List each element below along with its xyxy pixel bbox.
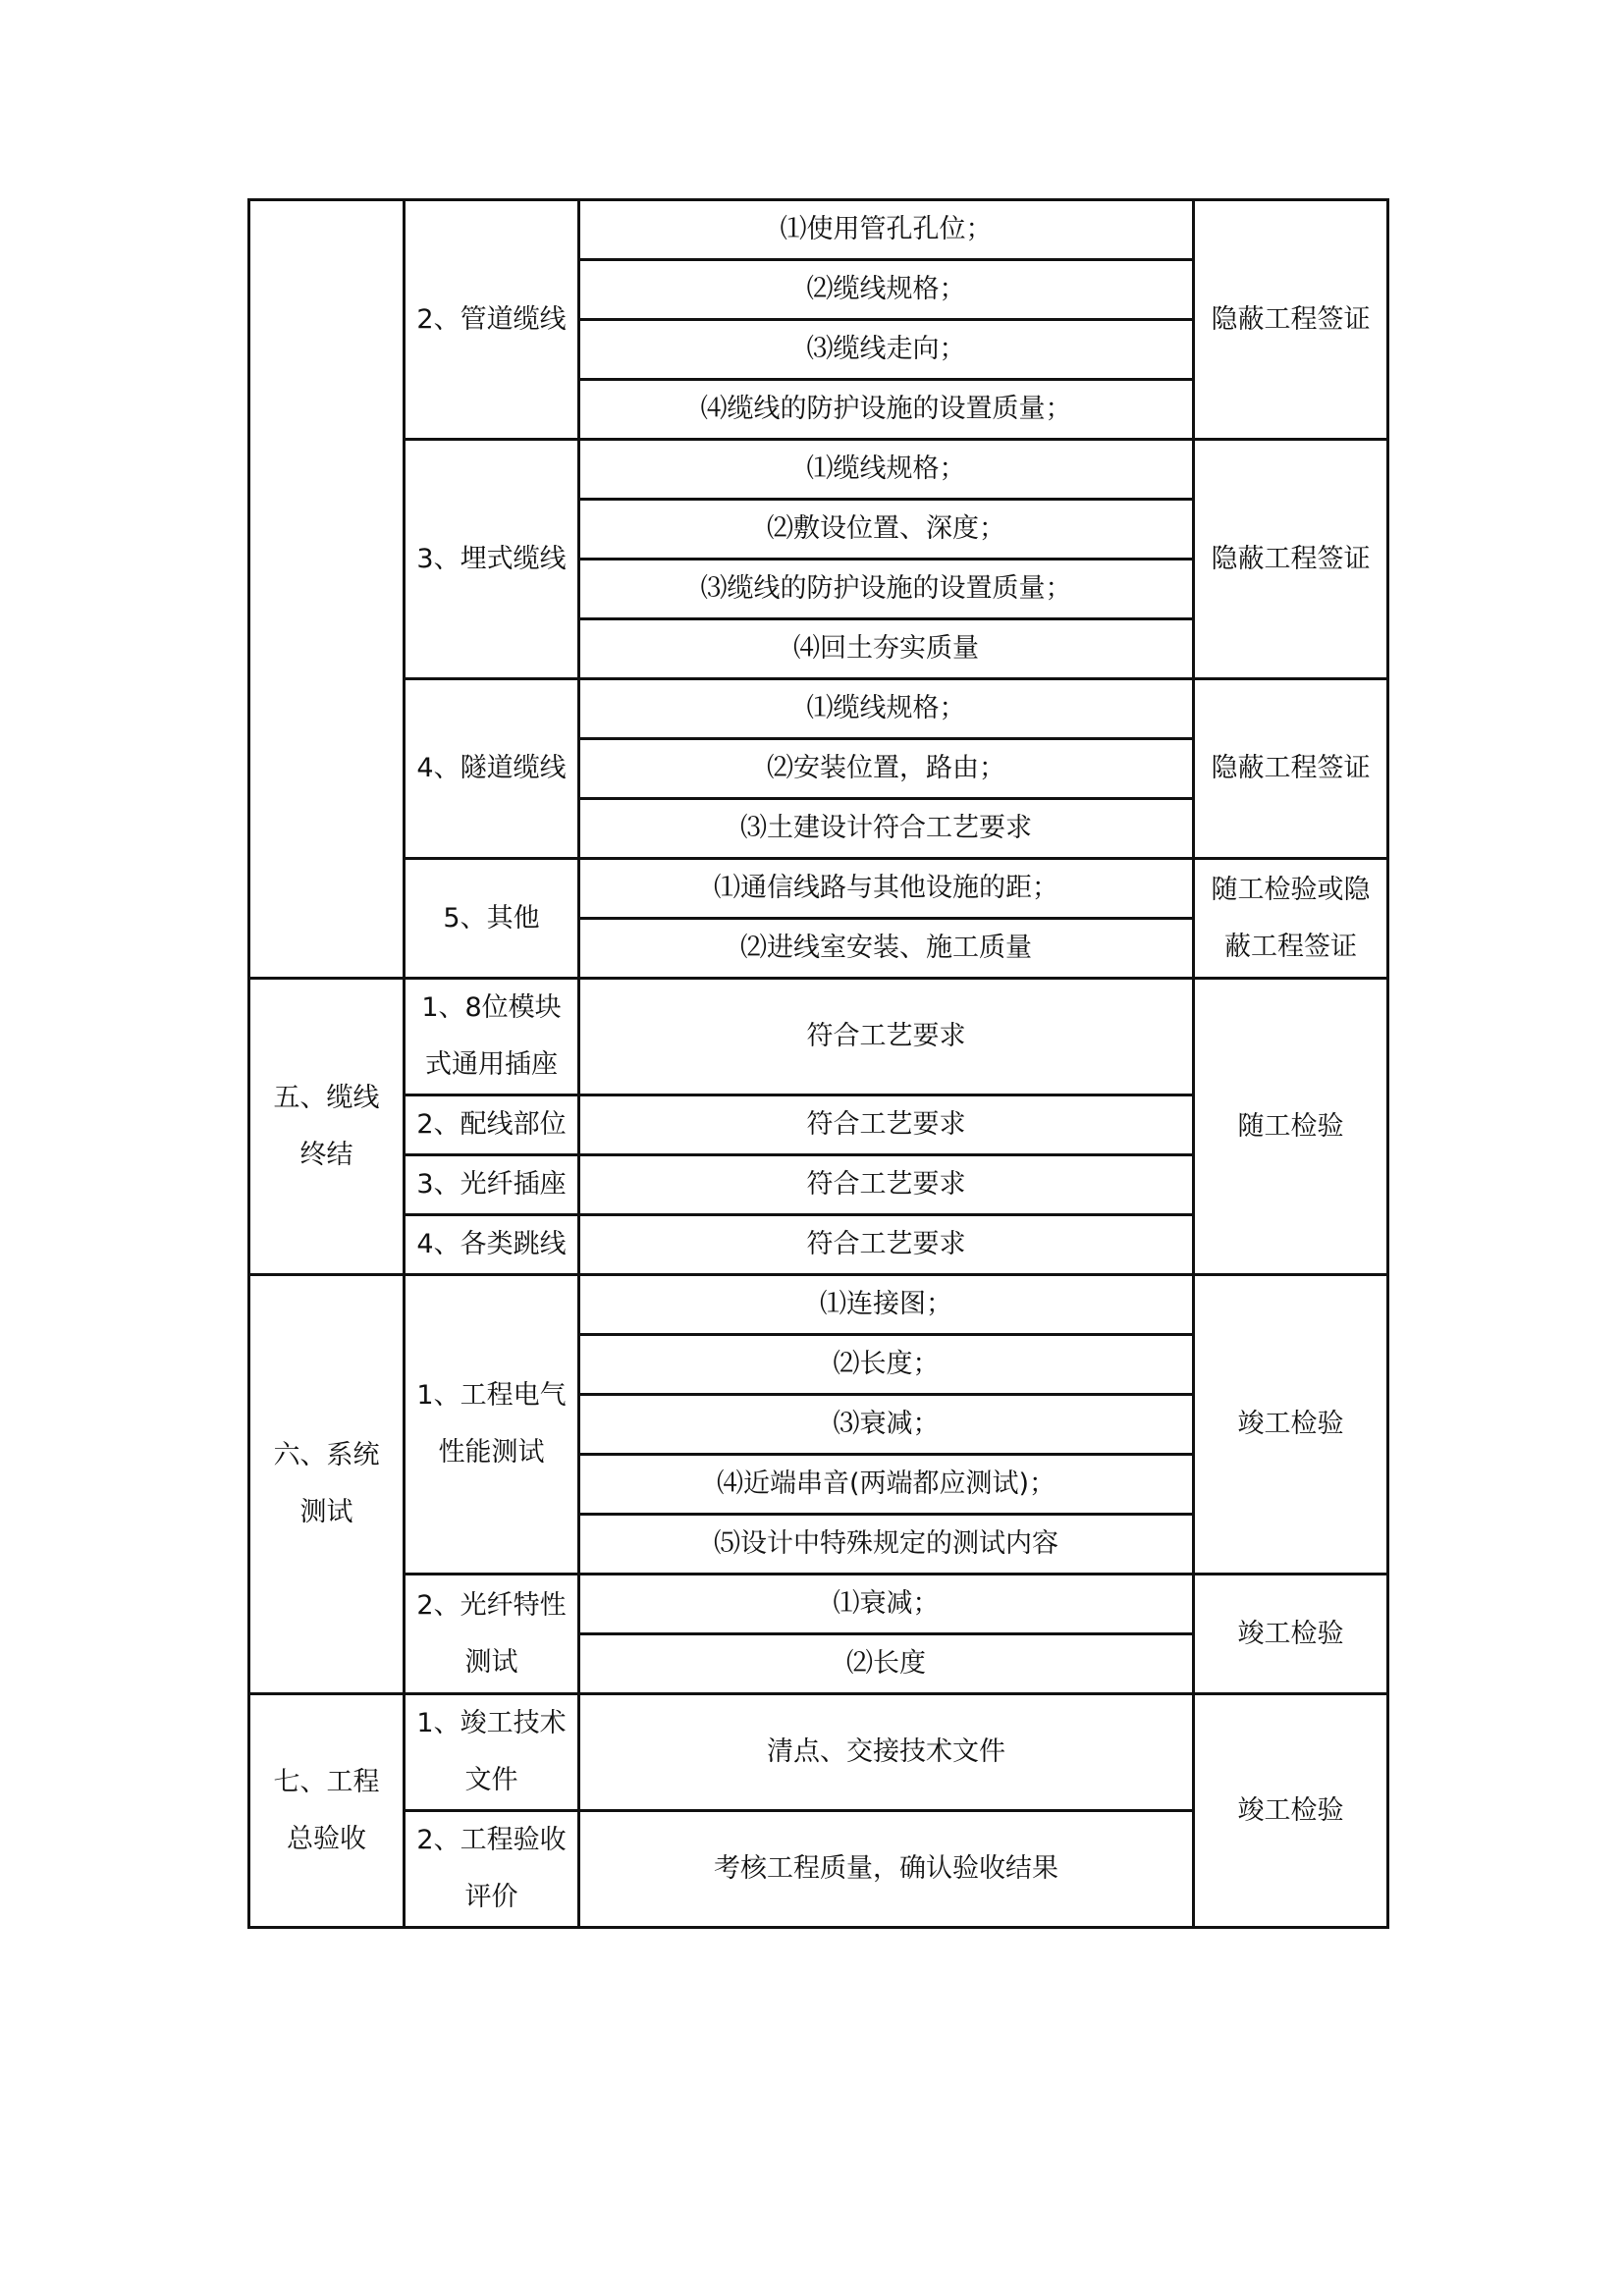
table-row <box>249 1275 1388 1335</box>
check-method-cell: 隐蔽工程签证 <box>1194 200 1388 440</box>
requirement-cell: ⑴缆线规格； <box>579 679 1194 739</box>
requirement-cell: ⑵敷设位置、深度； <box>579 500 1194 560</box>
item-cell: 5、其他 <box>405 859 579 979</box>
item-cell: 2、工程验收 评价 <box>405 1811 579 1928</box>
check-method-cell: 随工检验 <box>1194 979 1388 1275</box>
requirement-cell: 考核工程质量，确认验收结果 <box>579 1811 1194 1928</box>
requirement-cell: ⑴缆线规格； <box>579 440 1194 500</box>
requirement-cell: ⑴连接图； <box>579 1275 1194 1335</box>
table-row <box>249 1694 1388 1811</box>
requirement-cell: 符合工艺要求 <box>579 1155 1194 1215</box>
requirement-cell: 符合工艺要求 <box>579 1095 1194 1155</box>
item-cell: 1、工程电气 性能测试 <box>405 1275 579 1575</box>
requirement-cell: ⑵长度 <box>579 1634 1194 1694</box>
stage-cell: 六、系统 测试 <box>249 1275 405 1694</box>
requirement-cell: ⑴衰减； <box>579 1575 1194 1634</box>
requirement-cell: ⑵安装位置，路由； <box>579 739 1194 799</box>
check-method-cell: 随工检验或隐 蔽工程签证 <box>1194 859 1388 979</box>
requirement-cell: ⑶缆线走向； <box>579 320 1194 380</box>
check-method-cell: 竣工检验 <box>1194 1275 1388 1575</box>
table-row <box>249 979 1388 1095</box>
requirement-cell: ⑴使用管孔孔位； <box>579 200 1194 260</box>
item-cell: 2、光纤特性 测试 <box>405 1575 579 1694</box>
requirement-cell: ⑶缆线的防护设施的设置质量； <box>579 560 1194 619</box>
table-row <box>249 859 1388 919</box>
requirement-cell: ⑶衰减； <box>579 1395 1194 1455</box>
requirement-cell: 符合工艺要求 <box>579 1215 1194 1275</box>
check-method-cell: 隐蔽工程签证 <box>1194 679 1388 859</box>
requirement-cell: ⑸设计中特殊规定的测试内容 <box>579 1515 1194 1575</box>
stage-cell: 七、工程 总验收 <box>249 1694 405 1928</box>
check-method-cell: 竣工检验 <box>1194 1694 1388 1928</box>
table-row <box>249 679 1388 739</box>
acceptance-table <box>247 198 1389 1929</box>
check-method-cell: 竣工检验 <box>1194 1575 1388 1694</box>
item-cell: 3、光纤插座 <box>405 1155 579 1215</box>
requirement-cell: ⑷缆线的防护设施的设置质量； <box>579 380 1194 440</box>
requirement-cell: ⑵进线室安装、施工质量 <box>579 919 1194 979</box>
requirement-cell: ⑵长度； <box>579 1335 1194 1395</box>
requirement-cell: ⑴通信线路与其他设施的距； <box>579 859 1194 919</box>
stage-cell: 五、缆线 终结 <box>249 979 405 1275</box>
table-row <box>249 1575 1388 1634</box>
table-row <box>249 200 1388 260</box>
item-cell: 1、竣工技术 文件 <box>405 1694 579 1811</box>
requirement-cell: 符合工艺要求 <box>579 979 1194 1095</box>
requirement-cell: ⑶土建设计符合工艺要求 <box>579 799 1194 859</box>
check-method-cell: 隐蔽工程签证 <box>1194 440 1388 679</box>
requirement-cell: ⑵缆线规格； <box>579 260 1194 320</box>
item-cell: 3、埋式缆线 <box>405 440 579 679</box>
requirement-cell: 清点、交接技术文件 <box>579 1694 1194 1811</box>
item-cell: 2、管道缆线 <box>405 200 579 440</box>
requirement-cell: ⑷近端串音(两端都应测试)； <box>579 1455 1194 1515</box>
requirement-cell: ⑷回土夯实质量 <box>579 619 1194 679</box>
stage-cell-empty <box>249 200 405 979</box>
item-cell: 4、各类跳线 <box>405 1215 579 1275</box>
item-cell: 2、配线部位 <box>405 1095 579 1155</box>
item-cell: 4、隧道缆线 <box>405 679 579 859</box>
item-cell: 1、8位模块 式通用插座 <box>405 979 579 1095</box>
table-row <box>249 440 1388 500</box>
